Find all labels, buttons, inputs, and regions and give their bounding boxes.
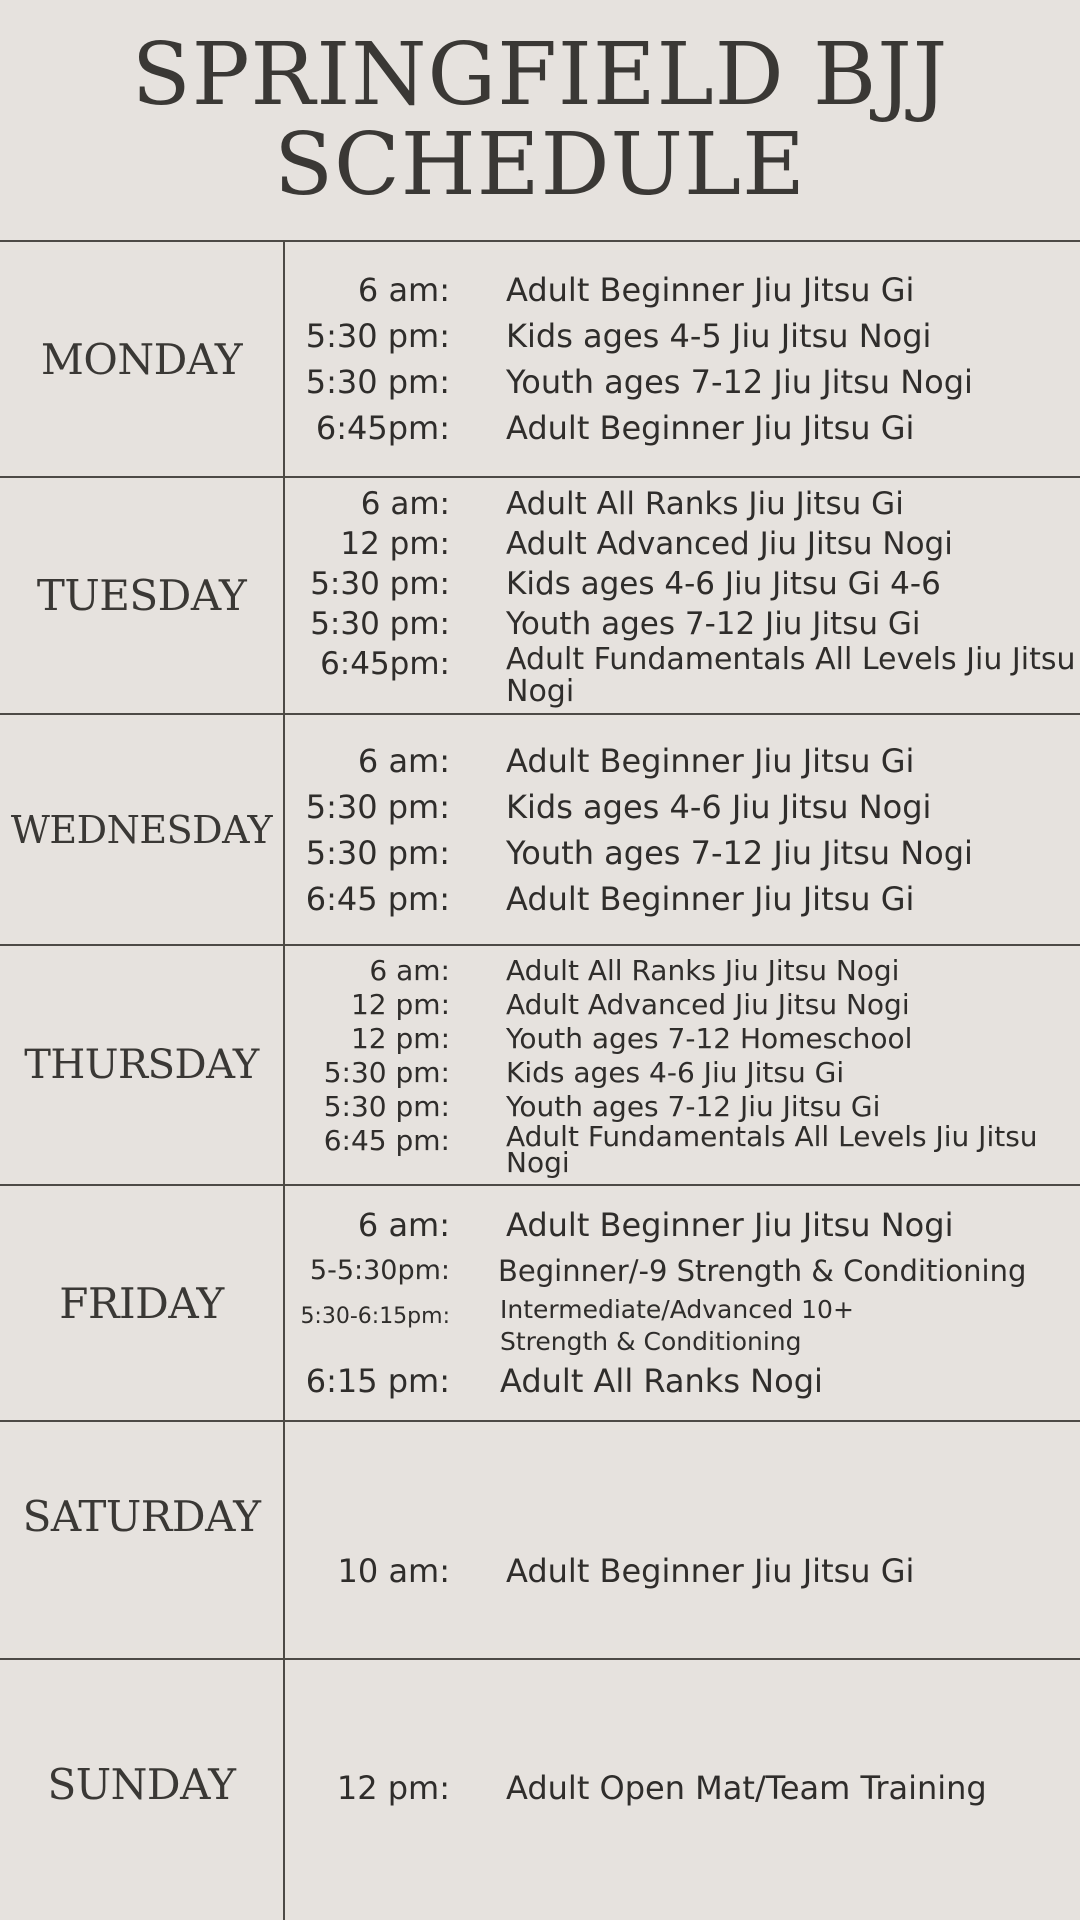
class-name: Adult All Ranks Jiu Jitsu Nogi	[506, 954, 900, 987]
class-time: 6:45 pm:	[323, 1124, 450, 1157]
day-name: SATURDAY	[22, 1492, 261, 1541]
page-title-line-2: SCHEDULE	[274, 115, 806, 215]
class-time: 5:30 pm:	[305, 363, 450, 401]
class-entry	[285, 564, 1080, 604]
class-entry	[285, 1120, 1080, 1179]
schedule-table	[0, 240, 1080, 1920]
class-time: 6:45pm:	[315, 409, 450, 447]
day-name: SUNDAY	[47, 1760, 236, 1809]
class-time: 5:30 pm:	[310, 565, 450, 602]
class-entry	[285, 405, 1080, 451]
class-time: 5:30-6:15pm:	[300, 1304, 450, 1329]
class-time: 5:30 pm:	[323, 1056, 450, 1089]
day-row-tuesday	[0, 476, 1080, 713]
class-entry	[285, 988, 1080, 1022]
class-name: Adult Open Mat/Team Training	[506, 1769, 987, 1807]
class-list	[285, 1660, 1080, 1920]
class-list	[285, 946, 1080, 1184]
class-time: 6 am:	[357, 741, 450, 780]
class-name: Adult Beginner Jiu Jitsu Gi	[506, 879, 915, 918]
class-name: Adult Beginner Jiu Jitsu Nogi	[506, 1206, 954, 1244]
class-name: Kids ages 4-6 Jiu Jitsu Gi 4-6	[506, 565, 941, 602]
class-time: 6:45 pm:	[305, 879, 450, 918]
class-time: 6:45pm:	[320, 645, 450, 682]
class-name: Adult All Ranks Jiu Jitsu Gi	[506, 485, 904, 522]
day-row-monday	[0, 240, 1080, 476]
class-name: Adult Fundamentals All Levels Jiu Jitsu Nogi	[506, 641, 1076, 709]
class-name: Adult Advanced Jiu Jitsu Nogi	[506, 988, 910, 1021]
class-name: Beginner/-9 Strength & Conditioning	[498, 1254, 1027, 1288]
class-time: 12 pm:	[350, 988, 450, 1021]
class-entry	[285, 1022, 1080, 1056]
class-name: Adult All Ranks Nogi	[500, 1362, 823, 1400]
class-entry	[285, 359, 1080, 405]
class-entry	[285, 267, 1080, 313]
day-name: MONDAY	[40, 334, 243, 384]
day-row-sunday	[0, 1658, 1080, 1920]
class-list	[285, 478, 1080, 713]
class-name: Kids ages 4-6 Jiu Jitsu Gi	[506, 1056, 845, 1089]
class-name: Youth ages 7-12 Jiu Jitsu Gi	[506, 605, 921, 642]
class-time: 6 am:	[369, 954, 450, 987]
class-time: 10 am:	[337, 1552, 450, 1590]
class-entry	[285, 1765, 1080, 1811]
class-name: Youth ages 7-12 Jiu Jitsu Gi	[506, 1090, 881, 1123]
class-time: 6 am:	[357, 1206, 450, 1244]
header	[0, 0, 1080, 240]
class-entry	[285, 604, 1080, 644]
class-name: Kids ages 4-6 Jiu Jitsu Nogi	[506, 787, 932, 826]
class-time: 5:30 pm:	[305, 317, 450, 355]
day-name: WEDNESDAY	[10, 807, 273, 852]
class-time: 6 am:	[357, 271, 450, 309]
class-entry	[285, 484, 1080, 524]
class-entry	[285, 738, 1080, 784]
class-name: Kids ages 4-5 Jiu Jitsu Nogi	[506, 317, 932, 355]
class-time: 6:15 pm:	[305, 1362, 450, 1400]
class-entry	[285, 1248, 1080, 1294]
class-time: 12 pm:	[350, 1022, 450, 1055]
day-name: TUESDAY	[36, 571, 247, 620]
day-row-wednesday	[0, 713, 1080, 944]
class-entry	[285, 1202, 1080, 1248]
class-name: Adult Beginner Jiu Jitsu Gi	[506, 741, 915, 780]
day-name: THURSDAY	[24, 1042, 259, 1088]
class-entry	[285, 1294, 1080, 1358]
class-list	[285, 715, 1080, 944]
class-name: Adult Fundamentals All Levels Jiu Jitsu Nogi	[506, 1120, 1038, 1179]
class-entry	[285, 1358, 1080, 1404]
class-entry	[285, 1090, 1080, 1124]
day-row-thursday	[0, 944, 1080, 1184]
day-row-saturday	[0, 1420, 1080, 1658]
class-name: Youth ages 7-12 Homeschool	[506, 1022, 913, 1055]
page-title-line-1: SPRINGFIELD BJJ	[131, 25, 949, 125]
class-list	[285, 1422, 1080, 1658]
class-name: Youth ages 7-12 Jiu Jitsu Nogi	[506, 833, 973, 872]
class-time: 6 am:	[360, 485, 450, 522]
class-entry	[285, 524, 1080, 564]
class-list	[285, 242, 1080, 476]
day-row-friday	[0, 1184, 1080, 1420]
class-time: 5:30 pm:	[323, 1090, 450, 1123]
class-time: 12 pm:	[340, 525, 450, 562]
class-time: 5:30 pm:	[305, 833, 450, 872]
class-entry	[285, 313, 1080, 359]
class-time: 5:30 pm:	[305, 787, 450, 826]
class-entry	[285, 1056, 1080, 1090]
class-name: Adult Beginner Jiu Jitsu Gi	[506, 409, 915, 447]
class-name: Youth ages 7-12 Jiu Jitsu Nogi	[506, 363, 973, 401]
class-time: 5-5:30pm:	[309, 1255, 450, 1286]
class-entry	[285, 641, 1080, 709]
class-entry	[285, 784, 1080, 830]
class-entry	[285, 830, 1080, 876]
class-list	[285, 1186, 1080, 1420]
day-name: FRIDAY	[59, 1278, 224, 1328]
class-name: Intermediate/Advanced 10+ Strength & Conditioning	[500, 1295, 854, 1356]
class-entry	[285, 954, 1080, 988]
class-entry	[285, 876, 1080, 922]
class-entry	[285, 1548, 1080, 1594]
class-name: Adult Beginner Jiu Jitsu Gi	[506, 1552, 915, 1590]
class-time: 5:30 pm:	[310, 605, 450, 642]
class-name: Adult Advanced Jiu Jitsu Nogi	[506, 525, 953, 562]
class-name: Adult Beginner Jiu Jitsu Gi	[506, 271, 915, 309]
class-time: 12 pm:	[336, 1769, 450, 1807]
